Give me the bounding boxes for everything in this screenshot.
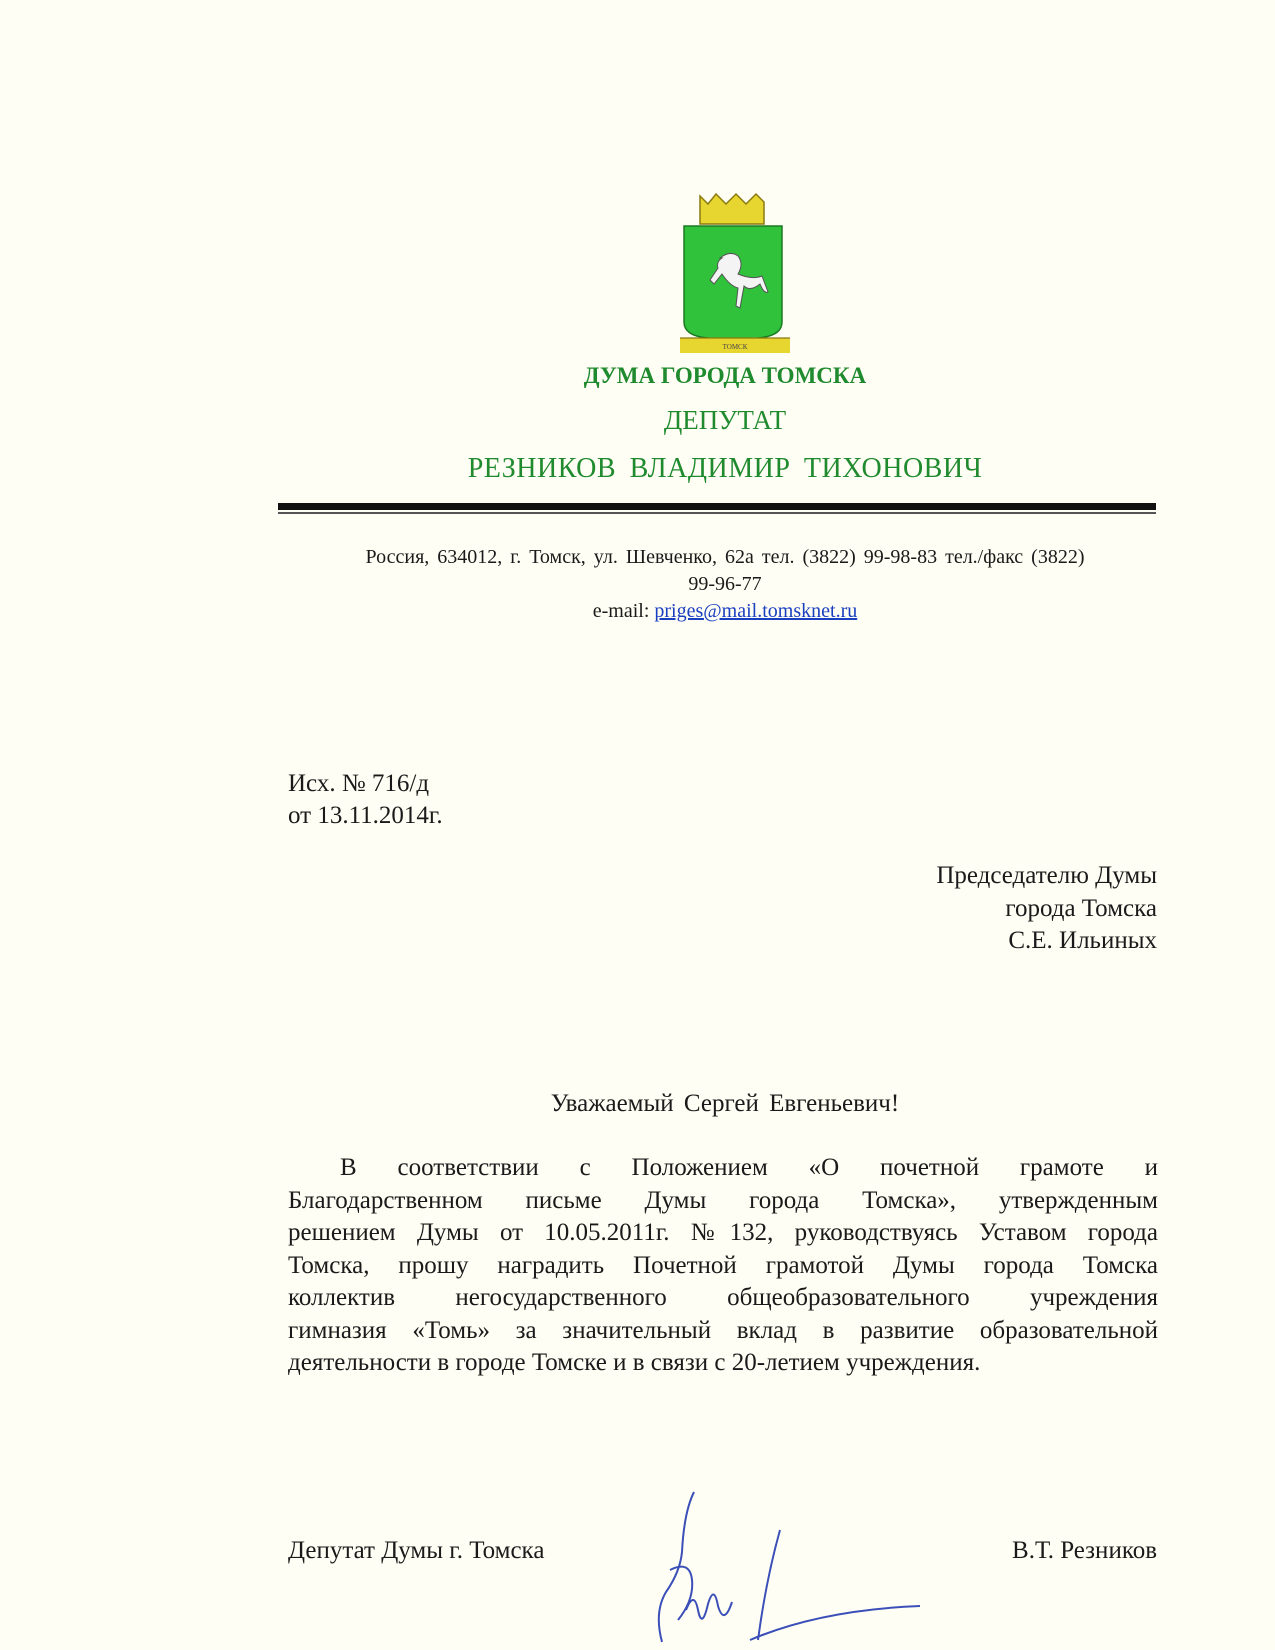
role-title: ДЕПУТАТ xyxy=(663,405,787,435)
email-line xyxy=(290,600,1160,623)
greeting: Уважаемый Сергей Евгеньевич! xyxy=(550,1090,900,1117)
signer-position: Депутат Думы г. Томска xyxy=(288,1537,545,1564)
email-label: e-mail: xyxy=(592,600,655,622)
handwritten-signature xyxy=(630,1490,930,1650)
body-line: В соответствии с Положением «О почетной грамоте и xyxy=(340,1154,1158,1181)
fax-number: 99-96-77 xyxy=(688,573,762,595)
outgoing-date: от 13.11.2014г. xyxy=(288,802,443,829)
organization-title: ДУМА ГОРОДА ТОМСКА xyxy=(583,363,867,388)
email-link[interactable]: priges@mail.tomsknet.ru xyxy=(654,600,858,622)
body-line: Благодарственном письме Думы города Томска», утвержденным xyxy=(288,1186,1158,1214)
body-line: гимназия «Томь» за значительный вклад в развитие образовательной xyxy=(288,1316,1158,1344)
signer-name: В.Т. Резников xyxy=(1012,1537,1157,1564)
addressee-line: города Томска xyxy=(1005,895,1157,922)
deputy-name: РЕЗНИКОВ ВЛАДИМИР ТИХОНОВИЧ xyxy=(467,453,983,484)
svg-text:ТОМСК: ТОМСК xyxy=(722,343,748,351)
outgoing-number: Исх. № 716/д xyxy=(288,770,430,797)
address-line: Россия, 634012, г. Томск, ул. Шевченко, 62а тел. (3822) 99-98-83 тел./факс (3822) xyxy=(365,546,1085,568)
header-rule xyxy=(278,503,1156,510)
addressee-name: С.Е. Ильиных xyxy=(1008,927,1157,954)
letter-body xyxy=(288,1152,1158,1380)
body-line: деятельности в городе Томске и в связи с 20-летием учреждения. xyxy=(288,1349,981,1376)
header-rule-thin xyxy=(278,512,1156,514)
body-line: коллектив негосударственного общеобразовательного учреждения xyxy=(288,1284,1158,1311)
addressee-line: Председателю Думы xyxy=(936,862,1157,889)
body-line: решением Думы от 10.05.2011г. №132, руководствуясь Уставом города xyxy=(288,1219,1158,1246)
body-line: Томска, прошу наградить Почетной грамотой Думы города Томска xyxy=(288,1251,1158,1279)
tomsk-coat-of-arms-emblem xyxy=(680,188,790,353)
